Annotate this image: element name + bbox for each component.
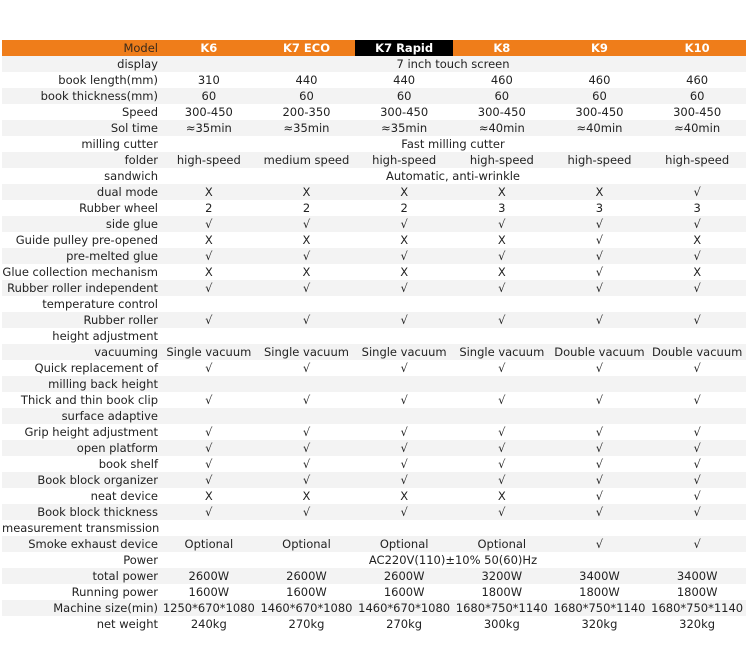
spec-label: temperature control [2,296,160,312]
spec-value: √ [160,392,258,408]
spec-value: ≈40min [453,120,551,136]
spec-value: 320kg [648,616,746,632]
spec-value: √ [551,280,649,296]
spec-value: √ [551,504,649,520]
spec-value: √ [453,392,551,408]
spec-value: √ [258,280,356,296]
spec-value: X [355,184,453,200]
spec-value: X [258,264,356,280]
spec-label: pre-melted glue [2,248,160,264]
spec-row [2,520,746,536]
spec-value: √ [648,280,746,296]
spec-value: √ [160,472,258,488]
spec-label: dual mode [2,184,160,200]
spec-value: 2 [160,200,258,216]
spec-row [2,504,746,520]
spec-value: X [453,264,551,280]
spec-value-span: AC220V(110)±10% 50(60)Hz [160,552,746,568]
spec-row [2,616,746,632]
spec-value [160,520,258,536]
spec-value: √ [160,424,258,440]
spec-value: Double vacuum [648,344,746,360]
spec-value: 310 [160,72,258,88]
spec-row [2,600,746,616]
spec-value: 270kg [258,616,356,632]
spec-value: X [160,184,258,200]
spec-value [551,376,649,392]
spec-value: Optional [355,536,453,552]
spec-value: 60 [160,88,258,104]
spec-value: ≈40min [551,120,649,136]
spec-value: X [258,232,356,248]
spec-value: 2 [355,200,453,216]
spec-value: √ [551,360,649,376]
header-row [2,40,746,56]
spec-value: 2600W [160,568,258,584]
spec-value: X [258,184,356,200]
spec-value: 240kg [160,616,258,632]
spec-value-span: 7 inch touch screen [160,56,746,72]
spec-row [2,344,746,360]
spec-value: √ [160,440,258,456]
spec-row [2,376,746,392]
model-k7-rapid: K7 Rapid [355,40,453,56]
spec-label: Speed [2,104,160,120]
spec-row [2,264,746,280]
spec-value: 1250*670*1080 [160,600,258,616]
spec-value: high-speed [648,152,746,168]
spec-value: √ [258,392,356,408]
spec-value: √ [453,472,551,488]
spec-value [551,408,649,424]
spec-row [2,488,746,504]
spec-value: √ [258,216,356,232]
spec-value: √ [648,248,746,264]
spec-value: √ [551,392,649,408]
spec-value: 3 [551,200,649,216]
spec-value: high-speed [453,152,551,168]
spec-label: total power [2,568,160,584]
spec-value: √ [453,456,551,472]
spec-value [355,408,453,424]
spec-value: 300-450 [648,104,746,120]
spec-value [648,328,746,344]
spec-value: 300-450 [160,104,258,120]
spec-label: Power [2,552,160,568]
spec-value: √ [160,216,258,232]
spec-value [355,520,453,536]
spec-value: Optional [453,536,551,552]
spec-value: √ [258,360,356,376]
spec-value [160,296,258,312]
model-k6: K6 [160,40,258,56]
spec-value: √ [453,280,551,296]
spec-value [453,520,551,536]
spec-value: X [258,488,356,504]
spec-value: √ [453,424,551,440]
spec-value: √ [453,248,551,264]
spec-value: √ [355,280,453,296]
spec-label: vacuuming [2,344,160,360]
spec-value: X [453,232,551,248]
spec-label: Quick replacement of [2,360,160,376]
spec-value: 1680*750*1140 [453,600,551,616]
spec-value: X [648,264,746,280]
spec-value: √ [258,456,356,472]
spec-row [2,216,746,232]
spec-value [551,328,649,344]
spec-value: 2 [258,200,356,216]
spec-value-span: Fast milling cutter [160,136,746,152]
spec-label: Running power [2,584,160,600]
spec-row [2,152,746,168]
spec-value: √ [160,360,258,376]
spec-row [2,408,746,424]
spec-value: √ [551,536,649,552]
spec-label: Thick and thin book clip [2,392,160,408]
spec-value [355,296,453,312]
spec-label: Book block thickness [2,504,160,520]
spec-value: √ [551,232,649,248]
spec-row [2,392,746,408]
spec-value: √ [551,472,649,488]
spec-value [258,376,356,392]
spec-value-span: Automatic, anti-wrinkle [160,168,746,184]
spec-value: 1800W [648,584,746,600]
spec-value [453,408,551,424]
model-k9: K9 [551,40,649,56]
spec-label: open platform [2,440,160,456]
spec-label: Glue collection mechanism [2,265,158,279]
spec-row [2,328,746,344]
spec-label: measurement transmission [2,521,160,535]
spec-row [2,88,746,104]
spec-value: √ [551,248,649,264]
spec-value: Single vacuum [355,344,453,360]
spec-value: X [355,488,453,504]
spec-value: X [355,232,453,248]
spec-value: 460 [453,72,551,88]
spec-value: √ [258,472,356,488]
spec-label: height adjustment [2,328,160,344]
spec-value: √ [258,248,356,264]
spec-label: book length(mm) [2,72,160,88]
spec-value: 60 [258,88,356,104]
spec-value: 3200W [453,568,551,584]
spec-value: X [160,232,258,248]
spec-value: 460 [551,72,649,88]
spec-row [2,312,746,328]
spec-label: Machine size(min) [2,600,160,616]
spec-value: √ [648,536,746,552]
spec-value: √ [551,216,649,232]
spec-value: √ [258,504,356,520]
spec-label: net weight [2,616,160,632]
spec-value: 1800W [453,584,551,600]
spec-value: 60 [648,88,746,104]
spec-value [160,408,258,424]
spec-value: Single vacuum [453,344,551,360]
spec-value: √ [453,312,551,328]
spec-value: √ [551,424,649,440]
spec-value: √ [648,392,746,408]
spec-value: √ [648,424,746,440]
spec-value: 1600W [258,584,356,600]
spec-value: √ [258,312,356,328]
spec-row [2,568,746,584]
spec-label: milling cutter [2,136,160,152]
spec-label: Book block organizer [2,472,160,488]
spec-label: book shelf [2,456,160,472]
spec-value: 1460*670*1080 [355,600,453,616]
spec-label: Rubber roller independent [2,280,160,296]
spec-label: milling back height [2,376,160,392]
spec-value: 2600W [258,568,356,584]
spec-label: book thickness(mm) [2,88,160,104]
spec-row [2,232,746,248]
spec-label: Grip height adjustment [2,424,160,440]
spec-row [2,360,746,376]
spec-value: 440 [258,72,356,88]
spec-value [160,376,258,392]
spec-value: √ [355,312,453,328]
spec-value: √ [355,248,453,264]
spec-value: √ [648,312,746,328]
spec-value: X [648,232,746,248]
spec-value: 60 [551,88,649,104]
spec-value: ≈35min [355,120,453,136]
spec-value: 3400W [648,568,746,584]
spec-row [2,200,746,216]
spec-value: 300-450 [453,104,551,120]
spec-value: 1600W [160,584,258,600]
spec-value: 3 [648,200,746,216]
spec-value: √ [551,440,649,456]
spec-value: √ [648,360,746,376]
spec-value: √ [160,248,258,264]
spec-value [551,520,649,536]
spec-value: √ [355,360,453,376]
spec-value: √ [453,216,551,232]
spec-value: 3 [453,200,551,216]
spec-value: 2600W [355,568,453,584]
spec-value: 1680*750*1140 [551,600,649,616]
spec-value: 300-450 [551,104,649,120]
spec-value: √ [453,440,551,456]
spec-value: Single vacuum [160,344,258,360]
spec-value: √ [160,504,258,520]
spec-value: 1600W [355,584,453,600]
spec-value: 60 [453,88,551,104]
spec-row [2,536,746,552]
spec-value: X [355,264,453,280]
spec-value: √ [453,504,551,520]
spec-value: √ [648,456,746,472]
spec-value: √ [160,280,258,296]
spec-value: 270kg [355,616,453,632]
spec-value: √ [648,216,746,232]
spec-value: high-speed [160,152,258,168]
spec-value: 200-350 [258,104,356,120]
spec-label: Sol time [2,120,160,136]
spec-table [2,40,746,632]
spec-row [2,120,746,136]
spec-value: √ [160,312,258,328]
spec-label: folder [2,152,160,168]
spec-value: 3400W [551,568,649,584]
spec-label: neat device [2,488,160,504]
spec-value [648,408,746,424]
spec-value: medium speed [258,152,356,168]
model-k8: K8 [453,40,551,56]
spec-value [648,520,746,536]
spec-value [453,296,551,312]
spec-value: ≈35min [160,120,258,136]
spec-value: √ [551,264,649,280]
spec-value: 300kg [453,616,551,632]
spec-label: surface adaptive [2,408,160,424]
spec-value: X [453,184,551,200]
spec-row [2,280,746,296]
spec-value: X [160,488,258,504]
spec-value: 300-450 [355,104,453,120]
spec-row [2,584,746,600]
spec-value: √ [355,392,453,408]
spec-row [2,56,746,72]
spec-value [648,376,746,392]
spec-label: side glue [2,216,160,232]
spec-value: √ [648,472,746,488]
model-k10: K10 [648,40,746,56]
spec-value: √ [453,360,551,376]
spec-value [355,328,453,344]
spec-value: 460 [648,72,746,88]
spec-row [2,72,746,88]
spec-value: √ [258,424,356,440]
spec-value: √ [258,440,356,456]
spec-row [2,248,746,264]
spec-value: √ [355,216,453,232]
spec-value: √ [648,440,746,456]
spec-row [2,184,746,200]
spec-value: √ [355,504,453,520]
spec-value: high-speed [355,152,453,168]
spec-value: ≈35min [258,120,356,136]
spec-row [2,168,746,184]
spec-value: √ [355,472,453,488]
spec-value: 1800W [551,584,649,600]
spec-label: Rubber wheel [2,200,160,216]
model-k7-eco: K7 ECO [258,40,356,56]
spec-value: √ [648,488,746,504]
spec-value: X [453,488,551,504]
spec-value: 1460*670*1080 [258,600,356,616]
spec-value: √ [648,504,746,520]
spec-row [2,440,746,456]
spec-label: Smoke exhaust device [2,536,160,552]
spec-value: X [551,184,649,200]
spec-label: sandwich [2,168,160,184]
spec-value: √ [648,184,746,200]
spec-value: √ [355,440,453,456]
spec-value: 320kg [551,616,649,632]
spec-label: Guide pulley pre-opened [2,232,160,248]
spec-value [258,408,356,424]
spec-value [453,376,551,392]
spec-row [2,296,746,312]
spec-value: 440 [355,72,453,88]
spec-value [453,328,551,344]
spec-value: ≈40min [648,120,746,136]
spec-value: Single vacuum [258,344,356,360]
spec-value: Optional [258,536,356,552]
spec-value: 60 [355,88,453,104]
spec-value: √ [355,456,453,472]
spec-value: X [160,264,258,280]
spec-value: Optional [160,536,258,552]
spec-value: high-speed [551,152,649,168]
spec-value [355,376,453,392]
spec-label: Rubber roller [2,312,160,328]
spec-value: √ [551,312,649,328]
spec-value: √ [551,488,649,504]
spec-value [258,520,356,536]
spec-value [648,296,746,312]
spec-label: display [2,56,160,72]
spec-table-body [2,40,746,632]
spec-row [2,104,746,120]
spec-row [2,456,746,472]
spec-value: 1680*750*1140 [648,600,746,616]
spec-value: √ [355,424,453,440]
spec-row [2,552,746,568]
spec-value: √ [160,456,258,472]
spec-row [2,424,746,440]
spec-value [258,328,356,344]
header-label: Model [2,40,160,56]
spec-value: Double vacuum [551,344,649,360]
spec-value [258,296,356,312]
spec-row [2,136,746,152]
spec-value [160,328,258,344]
spec-value: √ [551,456,649,472]
spec-value [551,296,649,312]
spec-row [2,472,746,488]
